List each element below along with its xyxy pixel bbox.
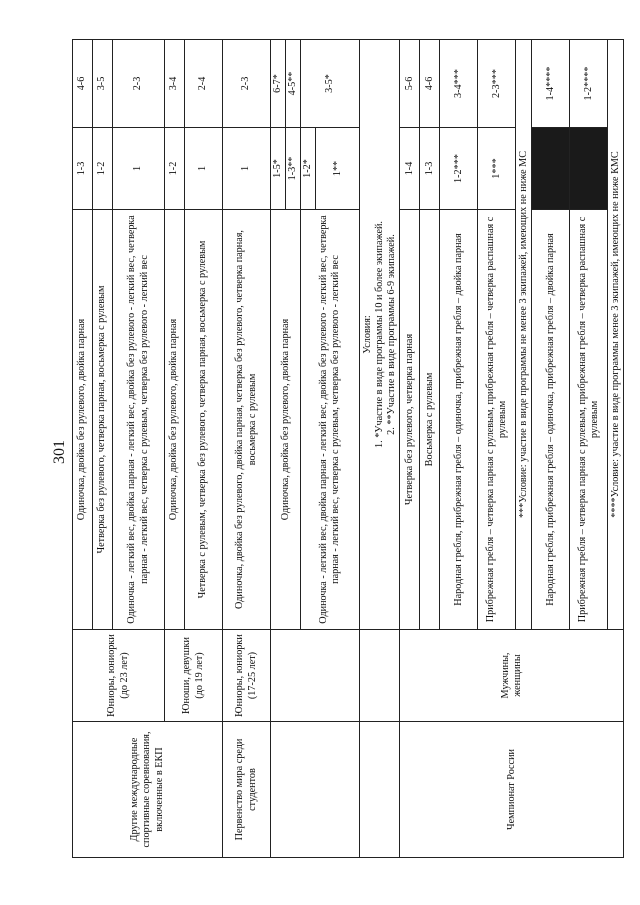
boat-class-cell: Одиночка - легкий вес, двойка парная - легкий вес, двойка без рулевого - легкий вес, четверка парная - легкий вес, четверка с рулевым, четверка без рулевого - легкий вес bbox=[301, 210, 360, 630]
conditions-line: 2. **Участие в виде программы 6-9 экипажей. bbox=[385, 234, 397, 435]
boat-class-cell: Восьмерка с рулевым bbox=[420, 210, 440, 630]
place-cell: 1-3** bbox=[286, 128, 301, 210]
place-cell: 1-5* bbox=[271, 128, 286, 210]
place-cell: 1-2 bbox=[165, 128, 185, 210]
boat-class-cell: Одиночка - легкий вес, двойка парная - легкий вес, двойка без рулевого - легкий вес, четверка парная - легкий вес, четверка с рулевым, четверка без рулевого - легкий вес bbox=[113, 210, 165, 630]
boat-class-cell: Четверка без рулевого, четверка парная bbox=[400, 210, 420, 630]
group-cell-empty bbox=[271, 630, 360, 722]
place-cell: 1** bbox=[316, 128, 360, 210]
place-cell: 1-3 bbox=[420, 128, 440, 210]
table-row bbox=[73, 40, 93, 858]
place-cell: 1-4 bbox=[400, 128, 420, 210]
table-row bbox=[271, 40, 286, 858]
conditions-cell bbox=[360, 40, 400, 630]
age-cell: 5-6 bbox=[400, 40, 420, 128]
age-cell: 1-2**** bbox=[570, 40, 608, 128]
age-cell: 3-4 bbox=[165, 40, 185, 128]
place-cell-obscured bbox=[570, 128, 608, 210]
footnote-cell: ****Условие: участие в виде программы менее 3 экипажей, имеющих не ниже КМС bbox=[608, 40, 624, 630]
place-cell-obscured bbox=[532, 128, 570, 210]
boat-class-cell: Одиночка, двойка без рулевого, двойка парная, четверка без рулевого, четверка парная, восьмерка с рулевым bbox=[223, 210, 271, 630]
page-number: 301 bbox=[51, 440, 68, 464]
boat-class-cell: Четверка без рулевого, четверка парная, восьмерка с рулевым bbox=[93, 210, 113, 630]
boat-class-cell: Народная гребля, прибрежная гребля – одиночка, прибрежная гребля – двойка парная bbox=[440, 210, 478, 630]
age-cell: 3-5 bbox=[93, 40, 113, 128]
age-cell: 4-6 bbox=[420, 40, 440, 128]
boat-class-cell: Прибрежная гребля – четверка парная с рулевым, прибрежная гребля – четверка распашная с рулевым bbox=[478, 210, 516, 630]
age-cell: 2-3*** bbox=[478, 40, 516, 128]
age-cell: 3-5* bbox=[301, 40, 360, 128]
group-cell: Мужчины, женщины bbox=[400, 630, 624, 722]
age-cell: 4-5** bbox=[286, 40, 301, 128]
place-cell: 1 bbox=[223, 128, 271, 210]
place-cell: 1-2 bbox=[93, 128, 113, 210]
sports-rank-table bbox=[72, 39, 624, 858]
conditions-title: Условия: bbox=[361, 315, 373, 354]
table-row bbox=[360, 40, 400, 858]
place-cell: 1 bbox=[185, 128, 223, 210]
boat-class-cell: Народная гребля, прибрежная гребля – одиночка, прибрежная гребля – двойка парная bbox=[532, 210, 570, 630]
competition-cell: Первенство мира среди студентов bbox=[223, 722, 271, 858]
place-cell: 1-3 bbox=[73, 128, 93, 210]
boat-class-cell: Одиночка, двойка без рулевого, двойка парная bbox=[165, 210, 185, 630]
boat-class-cell: Одиночка, двойка без рулевого, двойка парная bbox=[271, 210, 301, 630]
age-cell: 2-4 bbox=[185, 40, 223, 128]
group-cell: Юноши, девушки (до 19 лет) bbox=[165, 630, 223, 722]
conditions-line: 1. *Участие в виде программы 10 и более экипажей. bbox=[373, 221, 385, 448]
group-cell: Юниоры, юниорки (17-25 лет) bbox=[223, 630, 271, 722]
age-cell: 4-6 bbox=[73, 40, 93, 128]
place-cell: 1-2*** bbox=[440, 128, 478, 210]
group-cell: Юниоры, юниорки (до 23 лет) bbox=[73, 630, 165, 722]
place-cell: 1 bbox=[113, 128, 165, 210]
boat-class-cell: Прибрежная гребля – четверка парная с рулевым, прибрежная гребля – четверка распашная с рулевым bbox=[570, 210, 608, 630]
competition-cell-empty bbox=[271, 722, 360, 858]
age-cell: 3-4*** bbox=[440, 40, 478, 128]
table-row bbox=[400, 40, 420, 858]
place-cell: 1*** bbox=[478, 128, 516, 210]
boat-class-cell: Одиночка, двойка без рулевого, двойка парная bbox=[73, 210, 93, 630]
rotated-table-wrapper bbox=[72, 40, 621, 858]
competition-cell: Чемпионат России bbox=[400, 722, 624, 858]
age-cell: 1-4**** bbox=[532, 40, 570, 128]
age-cell: 2-3 bbox=[113, 40, 165, 128]
boat-class-cell: Четверка с рулевым, четверка без рулевого, четверка парная, восьмерка с рулевым bbox=[185, 210, 223, 630]
age-cell: 6-7* bbox=[271, 40, 286, 128]
table-viewport bbox=[72, 40, 621, 858]
footnote-cell: ***Условие: участие в виде программы не менее 3 экипажей, имеющих не ниже МС bbox=[516, 40, 532, 630]
age-cell: 2-3 bbox=[223, 40, 271, 128]
competition-cell: Другие международные спортивные соревнования, включенные в ЕКП bbox=[73, 722, 223, 858]
place-cell: 1-2* bbox=[301, 128, 316, 210]
table-row bbox=[223, 40, 271, 858]
